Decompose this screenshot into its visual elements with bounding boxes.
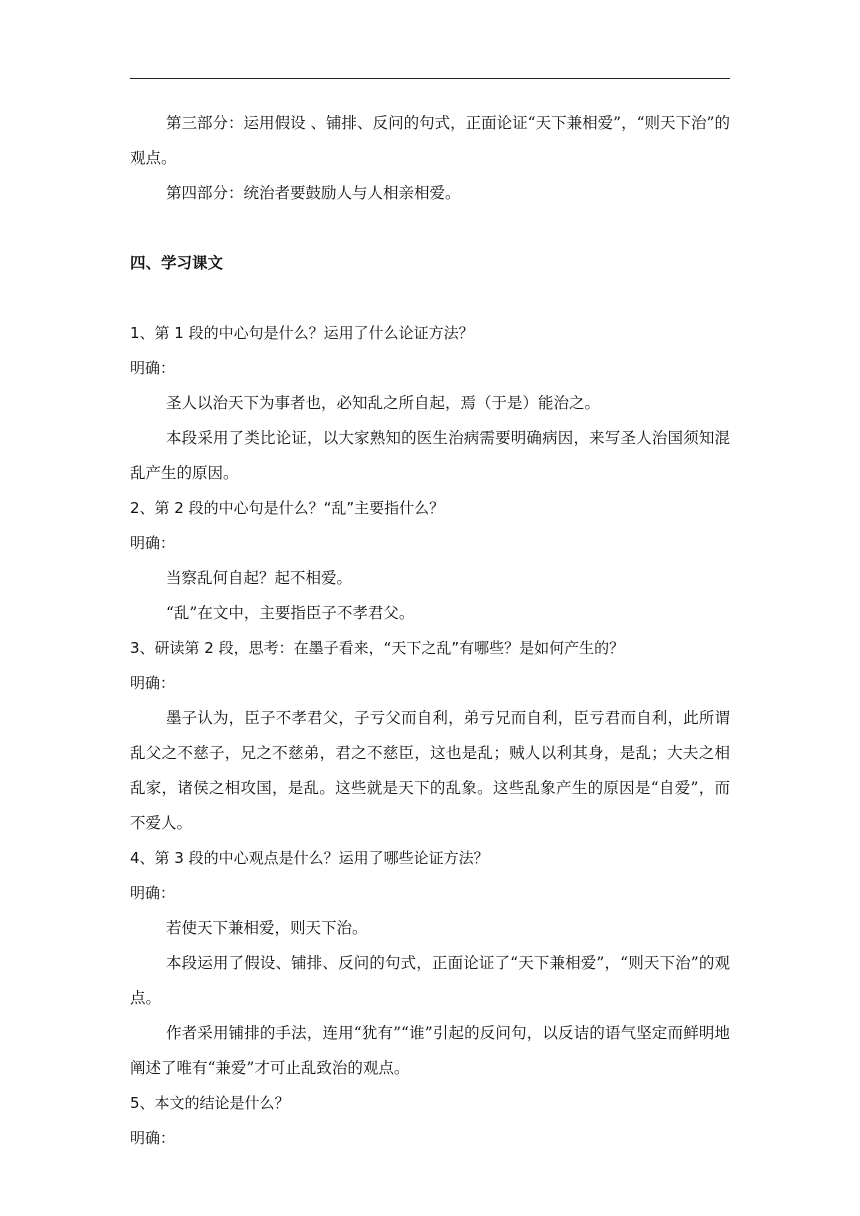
answer-label-2: 明确： bbox=[130, 534, 176, 552]
answer-1-1: 圣人以治天下为事者也，必知乱之所自起，焉（于是）能治之。 bbox=[166, 394, 601, 412]
answer-1-2: 本段采用了类比论证，以大家熟知的医生治病需要明确病因，来写圣人治国须知混乱产生的原因。 bbox=[130, 429, 730, 482]
answer-label-1: 明确： bbox=[130, 359, 176, 377]
answer-2-1: 当察乱何自起？起不相爱。 bbox=[166, 569, 353, 587]
question-4: 4、第 3 段的中心观点是什么？运用了哪些论证方法？ bbox=[130, 849, 489, 867]
answer-label-3: 明确： bbox=[130, 674, 176, 692]
question-3: 3、研读第 2 段，思考：在墨子看来，“天下之乱”有哪些？是如何产生的？ bbox=[130, 639, 625, 657]
header-rule bbox=[130, 78, 730, 79]
spacer bbox=[130, 281, 730, 316]
answer-3-1: 墨子认为，臣子不孝君父，子亏父而自利，弟亏兄而自利，臣亏君而自利，此所谓乱父之不慈子，兄之不慈弟，君之不慈臣，这也是乱；贼人以利其身，是乱；大夫之相乱家，诸侯之相攻国，是乱。这些就是天下的乱象。这些乱象产生的原因是“自爱”，而不爱人。 bbox=[130, 709, 730, 832]
answer-2-2: “乱”在文中，主要指臣子不孝君父。 bbox=[166, 604, 415, 622]
answer-4-2: 本段运用了假设、铺排、反问的句式，正面论证了“天下兼相爱”，“则天下治”的观点。 bbox=[130, 954, 730, 1007]
question-5: 5、本文的结论是什么？ bbox=[130, 1094, 290, 1112]
spacer bbox=[130, 211, 730, 246]
summary-part3: 第三部分：运用假设 、铺排、反问的句式，正面论证“天下兼相爱”，“则天下治”的观点。 bbox=[130, 114, 730, 167]
section-heading: 四、学习课文 bbox=[130, 254, 224, 272]
document-body bbox=[130, 106, 730, 1156]
answer-label-4: 明确： bbox=[130, 884, 176, 902]
question-1: 1、第 1 段的中心句是什么？运用了什么论证方法？ bbox=[130, 324, 474, 342]
summary-part4: 第四部分：统治者要鼓励人与人相亲相爱。 bbox=[166, 184, 461, 202]
answer-4-1: 若使天下兼相爱，则天下治。 bbox=[166, 919, 368, 937]
answer-label-5: 明确： bbox=[130, 1129, 176, 1147]
answer-4-3: 作者采用铺排的手法，连用“犹有”“谁”引起的反问句，以反诘的语气坚定而鲜明地阐述了唯有“兼爱”才可止乱致治的观点。 bbox=[130, 1024, 730, 1077]
question-2: 2、第 2 段的中心句是什么？“乱”主要指什么？ bbox=[130, 499, 445, 517]
